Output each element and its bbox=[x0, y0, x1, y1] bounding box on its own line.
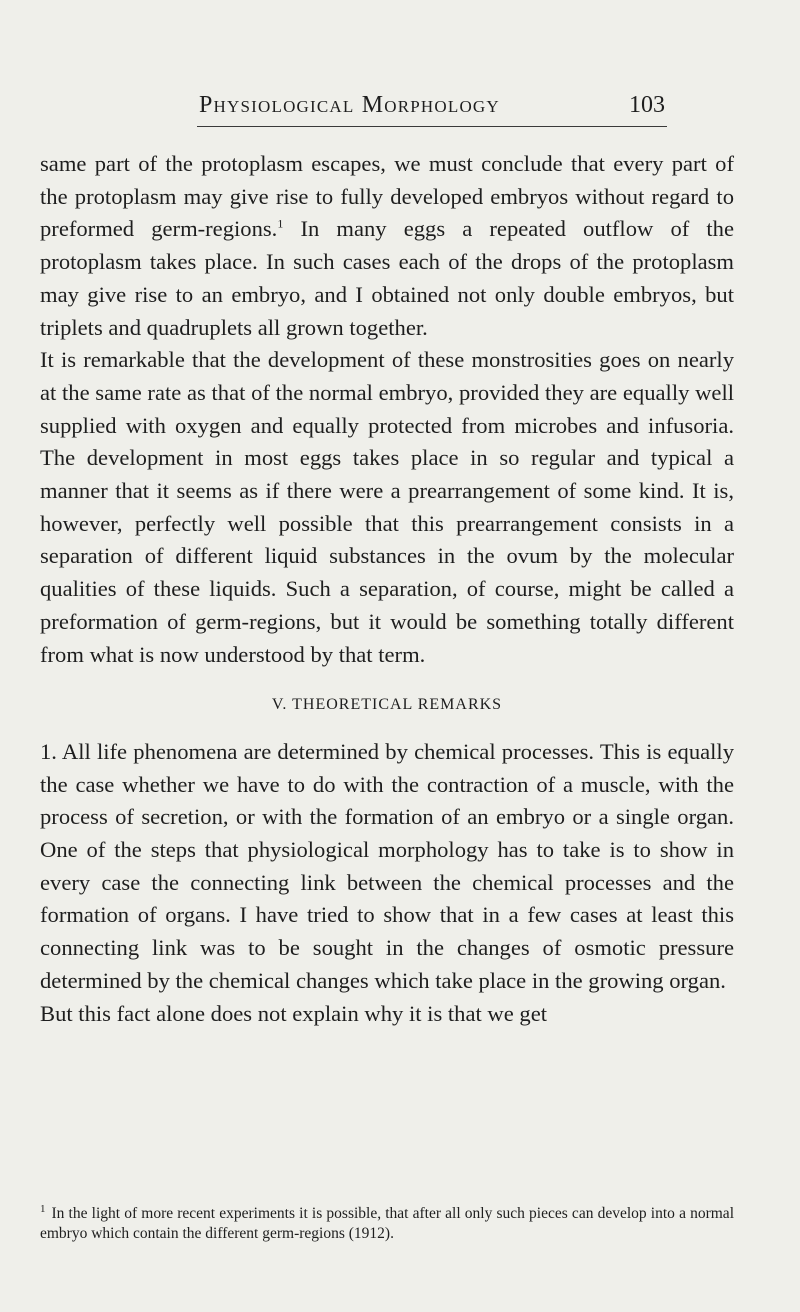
footnote-text: In the light of more recent experiments it is possible, that after all only such pieces can develop into a normal embryo which contain the different germ-regions (1912). bbox=[40, 1205, 734, 1242]
section-heading: V. THEORETICAL REMARKS bbox=[271, 696, 503, 714]
footnote-mark: 1 bbox=[40, 1202, 46, 1215]
paragraph-2: It is remarkable that the development of these monstrosities goes on nearly at the same rate as that of the normal embryo, provided they are equally well supplied with oxygen and equally protected from microbes and infusoria. The development in most eggs takes place in so regular and typical a manner that it seems as if there were a prearrangement of some kind. It is, however, perfectly well possible that this prearrangement consists in a separation of different liquid substances in the ovum by the molecular qualities of these liquids. Such a separation, of course, might be called a preformation of germ-regions, but it would be something totally different from what is now understood by that term. bbox=[40, 347, 734, 667]
paragraph-1-text-a: same part of the protoplasm escapes, we must conclude that every part of the protoplasm may give rise to fully developed embryos without regard to preformed germ-regions. bbox=[40, 151, 734, 242]
section-paragraph-1: 1. All life phenomena are determined by chemical processes. This is equally the case whether we have to do with the contraction of a muscle, with the process of secretion, or with the formation of an embryo or a single organ. One of the steps that physiological morphology has to take is to show in every case the connecting link between the chemical processes and the formation of organs. I have tried to show that in a few cases at least this connecting link was to be sought in the changes of osmotic pressure determined by the chemical changes which take place in the growing organ. bbox=[40, 738, 734, 993]
footnote-ref: 1 bbox=[277, 216, 284, 231]
footnote bbox=[40, 1204, 734, 1244]
page-number: 103 bbox=[629, 92, 665, 118]
running-head-title: Physiological Morphology bbox=[199, 92, 500, 118]
paragraph-1-text-b: In many eggs a repeated outflow of the protoplasm takes place. In such cases each of the drops of the protoplasm may give rise to an embryo, and I obtained not only double embryos, but triplets and quadruplets all grown together. bbox=[40, 216, 734, 340]
header-rule bbox=[197, 126, 667, 127]
section-paragraph-2: But this fact alone does not explain why it is that we get bbox=[40, 1000, 548, 1026]
paragraph-1 bbox=[40, 148, 734, 344]
running-head bbox=[145, 92, 665, 126]
body-text bbox=[40, 148, 734, 1030]
